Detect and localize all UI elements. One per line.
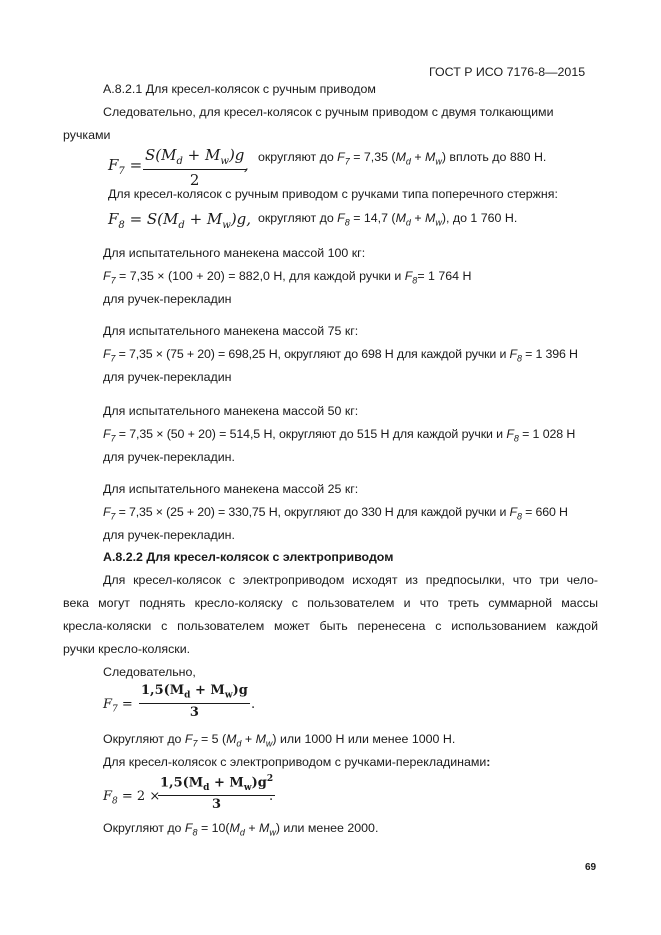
formula-f8-electric-fraction: $\frac{1,5(M_d + M_w)g^2}{3}$ — [160, 774, 274, 812]
section-heading-a821: А.8.2.1 Для кресел-колясок с ручным приводом — [103, 82, 376, 96]
paragraph-line: Следовательно, — [103, 665, 196, 679]
document-code: ГОСТ Р ИСО 7176-8—2015 — [429, 65, 586, 79]
formula-f7-electric-lhs: $F_7$ = — [103, 697, 133, 715]
formula-f8-manual: $F_8 = S(M_d + M_w)g$, — [108, 210, 252, 231]
formula-f7-lhs: $F_7$ = — [108, 156, 143, 177]
mannequin-25-tail: для ручек-перекладин. — [103, 528, 235, 542]
paragraph-line: кресла-коляски с пользователем может быть перенесена с использованием каждой — [63, 619, 598, 633]
mannequin-75-tail: для ручек-перекладин — [103, 370, 232, 384]
formula-f7-electric-dot: . — [251, 697, 256, 712]
formula-f7-comma: , — [244, 156, 249, 174]
paragraph-line: Для кресел-колясок с электроприводом исходят из предпосылки, что три чело- — [103, 573, 598, 587]
paragraph-line: Для кресел-колясок с электроприводом с ручками-перекладинами: — [103, 755, 491, 769]
mannequin-75-title: Для испытательного манекена массой 75 кг: — [103, 324, 359, 338]
formula-f7-fraction: $\frac{S(M_d + M_w)g}{2}$ — [145, 146, 245, 189]
mannequin-50-tail: для ручек-перекладин. — [103, 450, 235, 464]
paragraph-line: Для кресел-колясок с ручным приводом с ручками типа поперечного стержня: — [108, 187, 558, 201]
formula-f8-rounding: округляют до $F_8 = 14,7$ $(M_d + M_w)$, до 1 760 Н. — [258, 211, 518, 228]
mannequin-100-tail: для ручек-перекладин — [103, 292, 232, 306]
rounding-f8-electric: Округляют до $F_8 = 10(M_d + M_w)$ или менее 2000. — [103, 821, 379, 838]
rounding-f7-electric: Округляют до $F_7 = 5$ $(M_d + M_w)$ или 1000 Н или менее 1000 Н. — [103, 732, 456, 749]
mannequin-50-calc: $F_7 = 7,35 \times (50 + 20) = 514,5$ Н, округляют до 515 Н для каждой ручки и $F_8 = 1$ 028 Н — [103, 427, 576, 444]
page-number: 69 — [585, 862, 597, 873]
mannequin-50-title: Для испытательного манекена массой 50 кг: — [103, 404, 359, 418]
paragraph-line: века могут поднять кресло-коляску с пользователем и что треть суммарной массы — [63, 596, 598, 610]
mannequin-100-title: Для испытательного манекена массой 100 кг: — [103, 246, 366, 260]
formula-f7-rounding: округляют до $F_7 = 7,35$ $(M_d + M_w)$ вплоть до 880 Н. — [258, 150, 547, 167]
formula-f8-electric-dot: . — [269, 789, 274, 804]
paragraph-line: Следовательно, для кресел-колясок с ручным приводом с двумя толкающими — [103, 105, 554, 119]
section-heading-a822: А.8.2.2 Для кресел-колясок с электроприводом — [103, 550, 394, 564]
formula-f8-electric-lhs: $F_8 = 2$ × — [103, 789, 161, 807]
mannequin-75-calc: $F_7 = 7,35 \times (75 + 20) = 698,25$ Н, округляют до 698 Н для каждой ручки и $F_8 = 1$ 396 Н — [103, 347, 578, 364]
mannequin-25-title: Для испытательного манекена массой 25 кг: — [103, 482, 359, 496]
formula-f7-electric-fraction: $\frac{1,5(M_d + M_w)g}{3}$ — [141, 683, 248, 720]
mannequin-25-calc: $F_7 = 7,35 \times (25 + 20) = 330,75$ Н, округляют до 330 Н для каждой ручки и $F_8 = 660$ Н — [103, 505, 568, 522]
paragraph-line: ручками — [63, 128, 111, 142]
mannequin-100-calc: $F_7 = 7,35 \times (100 + 20) = 882,0$ Н, для каждой ручки и $F_8= 1$ 764 Н — [103, 269, 472, 286]
paragraph-line: ручки кресло-коляски. — [63, 642, 191, 656]
